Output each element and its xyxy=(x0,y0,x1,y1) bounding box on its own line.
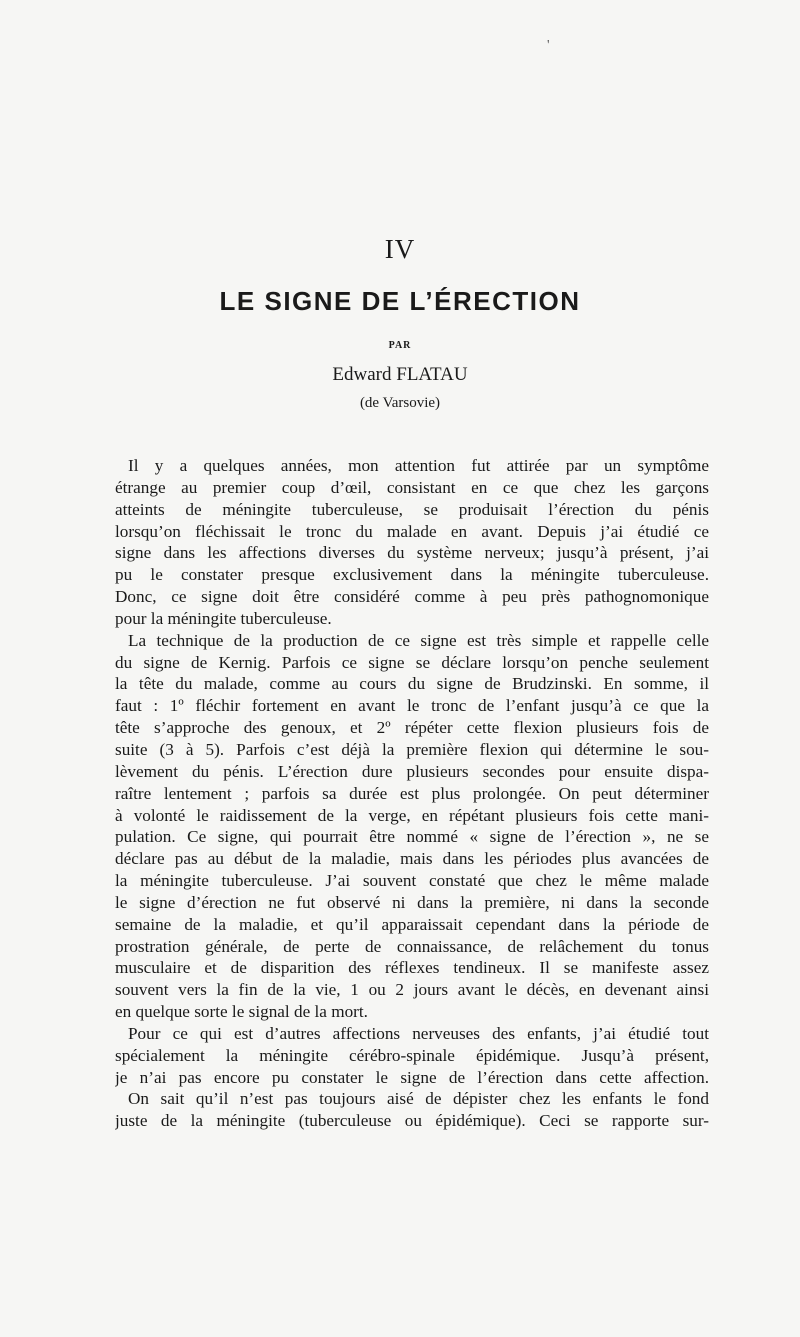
text-line: pour la méningite tuberculeuse. xyxy=(115,608,332,628)
text-line: Donc, ce signe doit être considéré comme à peu près pathognomonique xyxy=(115,587,709,607)
text-line: la tête du malade, comme au cours du signe de Brudzinski. En somme, il xyxy=(115,674,709,694)
text-line: le signe d’érection ne fut observé ni dans la première, ni dans la seconde xyxy=(115,892,709,912)
text-line: lèvement du pénis. L’érection dure plusieurs secondes pour ensuite dispa- xyxy=(115,761,709,781)
byline-label: PAR xyxy=(388,340,412,351)
text-line: suite (3 à 5). Parfois c’est déjà la première flexion qui détermine le sou- xyxy=(115,739,709,759)
text-line: la méningite tuberculeuse. J’ai souvent constaté que chez le même malade xyxy=(115,871,709,891)
text-line: juste de la méningite (tuberculeuse ou épidémique). Ceci se rapporte sur- xyxy=(115,1111,709,1131)
author-name: Edward FLATAU xyxy=(332,364,468,385)
text-line: musculaire et de disparition des réflexes tendineux. Il se manifeste assez xyxy=(115,958,709,978)
text-line: atteints de méningite tuberculeuse, se produisait l’érection du pénis xyxy=(115,499,709,519)
text-line: La technique de la production de ce signe est très simple et rappelle celle xyxy=(128,630,709,650)
text-line: raître lentement ; parfois sa durée est plus prolongée. On peut déterminer xyxy=(115,783,709,803)
text-line: Il y a quelques années, mon attention fut attirée par un symptôme xyxy=(128,456,709,475)
text-line: signe dans les affections diverses du système nerveux; jusqu’à présent, j’ai xyxy=(115,543,709,563)
text-line: prostration générale, de perte de connaissance, de relâchement du tonus xyxy=(115,936,709,956)
text-line: pulation. Ce signe, qui pourrait être nommé « signe de l’érection », ne se xyxy=(115,827,709,847)
text-line: à volonté le raidissement de la verge, en répétant plusieurs fois cette mani- xyxy=(115,805,709,825)
corner-mark: ' xyxy=(547,38,550,53)
chapter-title: LE SIGNE DE L’ÉRECTION xyxy=(219,286,581,316)
text-line: semaine de la maladie, et qu’il apparaissait cependant dans la période de xyxy=(115,914,709,934)
text-line: tête s’approche des genoux, et 2º répéter cette flexion plusieurs fois de xyxy=(115,718,709,738)
text-line: je n’ai pas encore pu constater le signe de l’érection dans cette affection. xyxy=(115,1067,709,1087)
chapter-number: IV xyxy=(384,234,416,264)
text-line: étrange au premier coup d’œil, consistant en ce que chez les garçons xyxy=(115,477,709,497)
text-line: faut : 1º fléchir fortement en avant le tronc de l’enfant jusqu’à ce que la xyxy=(115,696,709,716)
text-line: pu le constater presque exclusivement dans la méningite tuberculeuse. xyxy=(115,565,709,585)
text-line: lorsqu’on fléchissait le tronc du malade en avant. Depuis j’ai étudié ce xyxy=(115,521,709,541)
text-line: déclare pas au début de la maladie, mais dans les périodes plus avancées de xyxy=(115,849,709,869)
text-line: en quelque sorte le signal de la mort. xyxy=(115,1002,368,1022)
text-line: du signe de Kernig. Parfois ce signe se déclare lorsqu’on penche seulement xyxy=(115,652,709,672)
author-affiliation: (de Varsovie) xyxy=(359,395,441,411)
body-text xyxy=(115,455,709,1132)
text-line: souvent vers la fin de la vie, 1 ou 2 jours avant le décès, en devenant ainsi xyxy=(115,980,709,1000)
text-line: spécialement la méningite cérébro-spinale épidémique. Jusqu’à présent, xyxy=(115,1045,709,1065)
text-line: Pour ce qui est d’autres affections nerveuses des enfants, j’ai étudié tout xyxy=(128,1023,709,1043)
text-line: On sait qu’il n’est pas toujours aisé de dépister chez les enfants le fond xyxy=(128,1089,709,1109)
